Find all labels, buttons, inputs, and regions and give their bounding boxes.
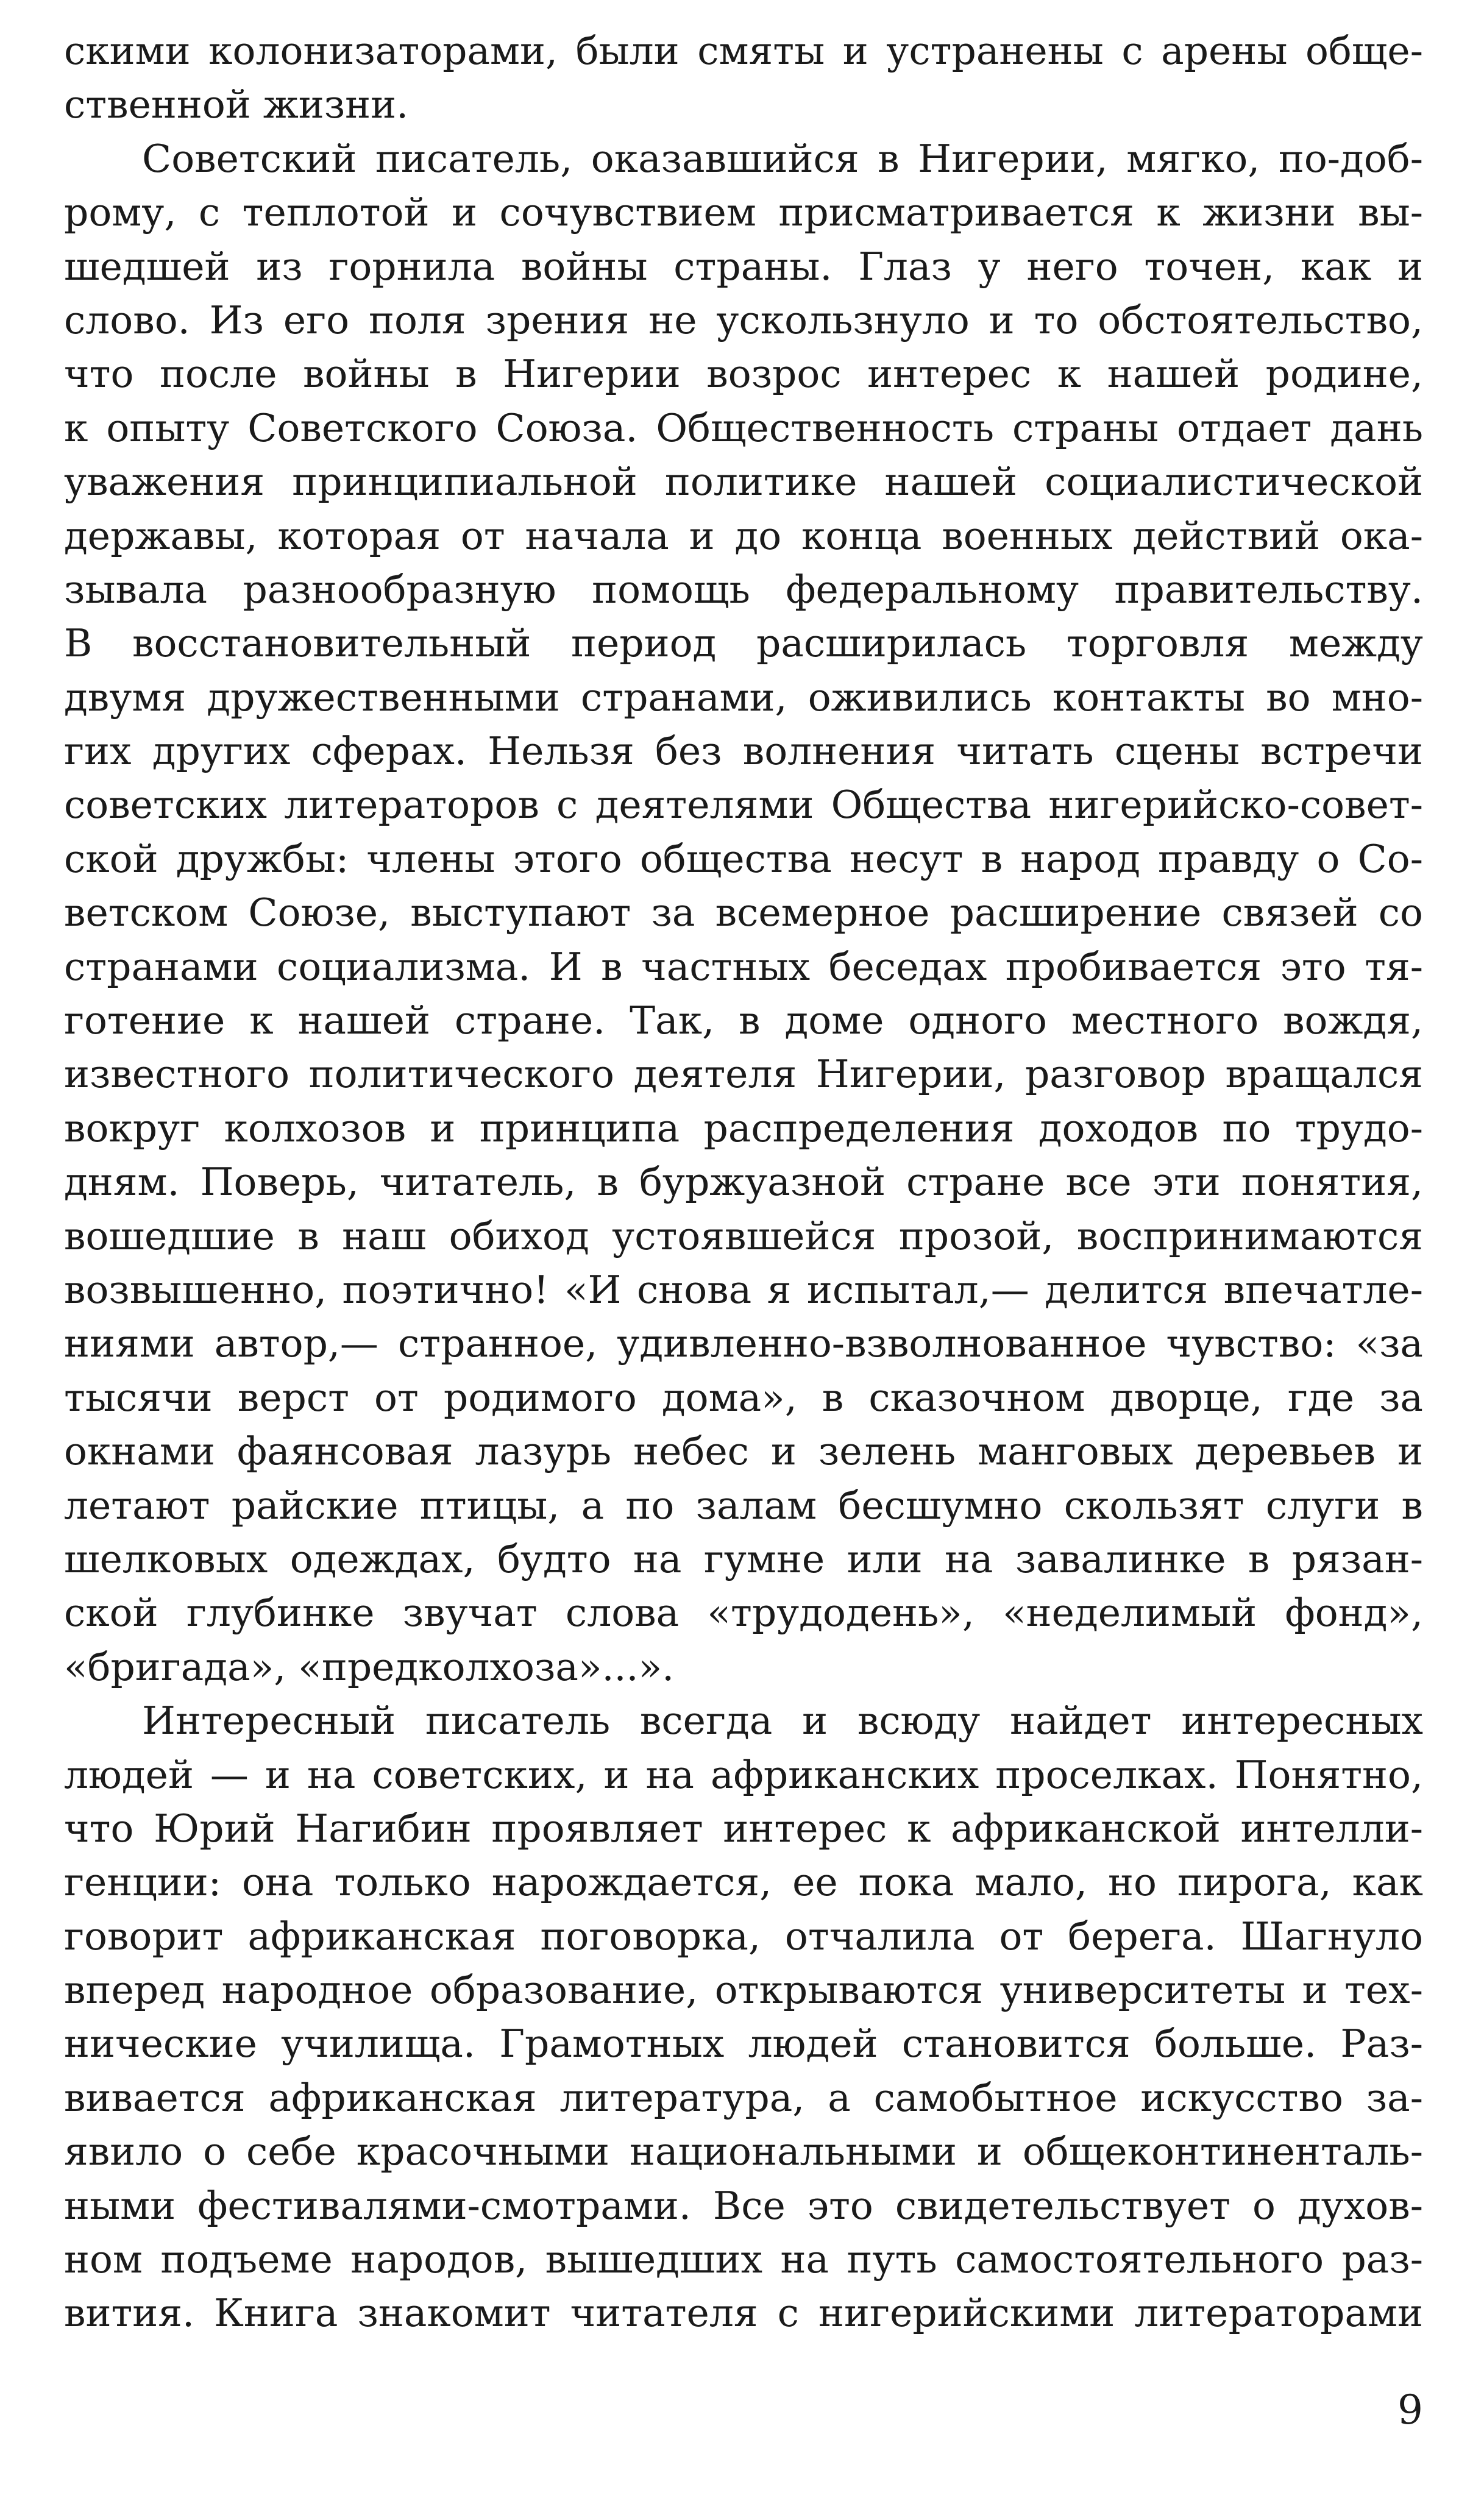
text-line: людей — и на советских, и на африканских проселках. Понятно, bbox=[64, 1752, 1423, 1797]
text-line: ской глубинке звучат слова «трудодень», «неделимый фонд», bbox=[64, 1591, 1423, 1636]
text-line: ственной жизни. bbox=[64, 82, 409, 127]
text-line: «бригада», «предколхоза»...». bbox=[64, 1644, 675, 1689]
text-line: уважения принципиальной политике нашей социалистической bbox=[64, 459, 1423, 505]
text-line: шедшей из горнила войны страны. Глаз у него точен, как и bbox=[64, 244, 1423, 289]
text-line: вития. Книга знакомит читателя с нигерийскими литераторами bbox=[64, 2291, 1423, 2336]
text-line: нические училища. Грамотных людей становится больше. Раз- bbox=[64, 2021, 1423, 2067]
body-text bbox=[64, 24, 1423, 2341]
text-line: ными фестивалями-смотрами. Все это свидетельствует о духов- bbox=[64, 2183, 1423, 2228]
text-line: рому, с теплотой и сочувствием присматривается к жизни вы- bbox=[64, 190, 1423, 235]
text-line: Советский писатель, оказавшийся в Нигерии, мягко, по-доб- bbox=[142, 136, 1423, 181]
text-line: слово. Из его поля зрения не ускользнуло и то обстоятельство, bbox=[64, 297, 1423, 342]
text-line: вокруг колхозов и принципа распределения доходов по трудо- bbox=[64, 1105, 1423, 1151]
paragraph bbox=[64, 132, 1423, 1694]
text-line: советских литераторов с деятелями Общества нигерийско-совет- bbox=[64, 782, 1423, 828]
text-line: двумя дружественными странами, оживились контакты во мно- bbox=[64, 675, 1423, 720]
text-line: вперед народное образование, открываются университеты и тех- bbox=[64, 1968, 1423, 2013]
text-line: ниями автор,— странное, удивленно-взволнованное чувство: «за bbox=[64, 1321, 1423, 1366]
text-line: странами социализма. И в частных беседах пробивается это тя- bbox=[64, 944, 1423, 989]
text-line: вошедшие в наш обиход устоявшейся прозой, воспринимаются bbox=[64, 1213, 1423, 1258]
text-line: что Юрий Нагибин проявляет интерес к африканской интелли- bbox=[64, 1806, 1423, 1851]
text-line: скими колонизаторами, были смяты и устранены с арены обще- bbox=[64, 29, 1423, 73]
text-line: готение к нашей стране. Так, в доме одного местного вождя, bbox=[64, 998, 1423, 1043]
text-line: гих других сферах. Нельзя без волнения читать сцены встречи bbox=[64, 729, 1423, 774]
text-line: ном подъеме народов, вышедших на путь самостоятельного раз- bbox=[64, 2237, 1423, 2282]
text-line: дням. Поверь, читатель, в буржуазной стране все эти понятия, bbox=[64, 1160, 1423, 1205]
text-line: возвышенно, поэтично! «И снова я испытал,— делится впечатле- bbox=[64, 1267, 1423, 1312]
text-line: к опыту Советского Союза. Общественность страны отдает дань bbox=[64, 405, 1423, 450]
book-page bbox=[64, 24, 1423, 2433]
text-line: окнами фаянсовая лазурь небес и зелень манговых деревьев и bbox=[64, 1429, 1423, 1474]
paragraph bbox=[64, 24, 1423, 132]
text-line: ской дружбы: члены этого общества несут в народ правду о Со- bbox=[64, 836, 1423, 881]
text-line: говорит африканская поговорка, отчалила от берега. Шагнуло bbox=[64, 1914, 1423, 1959]
text-line: державы, которая от начала и до конца военных действий ока- bbox=[64, 513, 1423, 558]
paragraph bbox=[64, 1694, 1423, 2341]
text-line: вивается африканская литература, а самобытное искусство за- bbox=[64, 2075, 1423, 2120]
text-line: генции: она только нарождается, ее пока мало, но пирога, как bbox=[64, 1860, 1423, 1905]
page-number: 9 bbox=[1397, 2386, 1423, 2433]
text-line: что после войны в Нигерии возрос интерес к нашей родине, bbox=[64, 352, 1423, 397]
text-line: известного политического деятеля Нигерии, разговор вращался bbox=[64, 1052, 1423, 1097]
text-line: ветском Союзе, выступают за всемерное расширение связей со bbox=[64, 890, 1423, 935]
text-line: летают райские птицы, а по залам бесшумно скользят слуги в bbox=[64, 1483, 1423, 1528]
text-line: тысячи верст от родимого дома», в сказочном дворце, где за bbox=[64, 1375, 1423, 1420]
text-line: явило о себе красочными национальными и общеконтиненталь- bbox=[64, 2129, 1423, 2174]
text-line: зывала разнообразную помощь федеральному правительству. bbox=[64, 567, 1423, 612]
text-line: Интересный писатель всегда и всюду найдет интересных bbox=[142, 1698, 1423, 1744]
text-line: шелковых одеждах, будто на гумне или на завалинке в рязан- bbox=[64, 1536, 1423, 1581]
text-line: В восстановительный период расширилась торговля между bbox=[64, 621, 1423, 666]
